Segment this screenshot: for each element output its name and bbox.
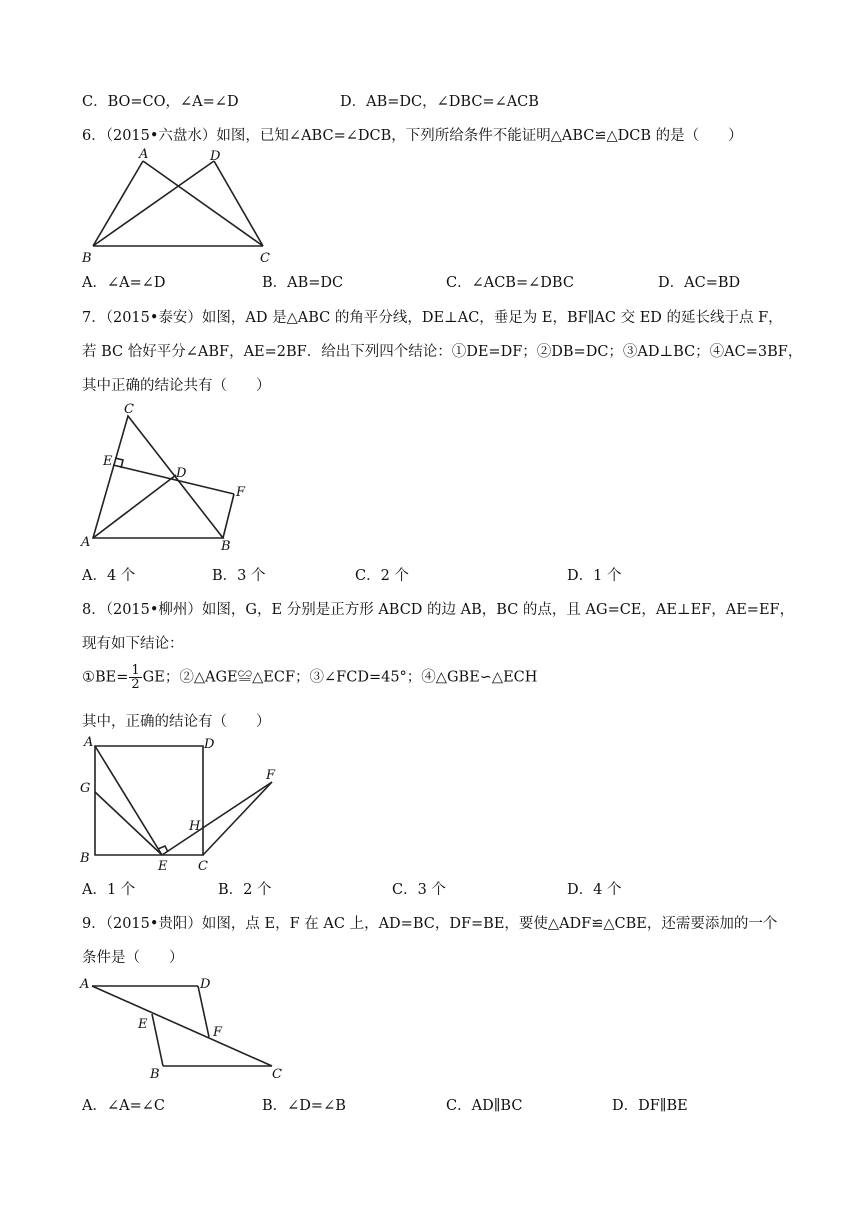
q8-fraction-denominator: 2 — [131, 677, 140, 692]
q8-conclusions — [82, 664, 537, 691]
q7-stem-line3: 其中正确的结论共有（ ） — [82, 378, 271, 394]
q6-label-c: C — [260, 251, 270, 266]
q7-label-c: C — [124, 402, 134, 417]
q7-label-f: F — [236, 485, 246, 500]
q8-figure — [80, 734, 290, 876]
q7-figure — [80, 398, 260, 554]
q6-option-a: A．∠A=∠D — [82, 275, 166, 291]
q5-option-d: D．AB=DC，∠DBC=∠ACB — [340, 94, 539, 110]
q6-label-d: D — [210, 149, 221, 164]
q8-option-c: C．3 个 — [392, 882, 446, 898]
q8-label-a: A — [84, 735, 94, 750]
q7-stem-line2: 若 BC 恰好平分∠ABF，AE=2BF．给出下列四个结论：①DE=DF；②DB=DC；③AD⊥BC；④AC=3BF， — [82, 344, 803, 360]
q8-conclusions-rest: GE；②△AGE≌△ECF；③∠FCD=45°；④△GBE∽△ECH — [142, 669, 538, 686]
q7-option-a: A．4 个 — [82, 568, 136, 584]
q9-option-b: B．∠D=∠B — [262, 1098, 346, 1114]
q5-option-c: C．BO=CO，∠A=∠D — [82, 94, 239, 110]
q9-label-d: D — [200, 977, 211, 992]
q9-label-b: B — [150, 1067, 160, 1082]
q9-label-f: F — [213, 1025, 223, 1040]
q7-option-c: C．2 个 — [355, 568, 409, 584]
q9-stem-line1: 9．（2015•贵阳）如图，点 E，F 在 AC 上，AD=BC，DF=BE，要使△ADF≌△CBE，还需要添加的一个 — [82, 916, 778, 932]
q9-label-c: C — [272, 1067, 282, 1082]
q8-label-g: G — [80, 781, 91, 796]
q8-conclusion-1-prefix: ①BE= — [82, 669, 129, 686]
q9-label-a: A — [80, 977, 90, 992]
q6-label-b: B — [82, 251, 92, 266]
q6-option-d: D．AC=BD — [658, 275, 741, 291]
q8-label-e: E — [158, 859, 168, 874]
q6-stem: 6．（2015•六盘水）如图，已知∠ABC=∠DCB，下列所给条件不能证明△ABC≌△DCB 的是（ ） — [82, 128, 743, 144]
q7-option-d: D．1 个 — [567, 568, 622, 584]
q8-option-b: B．2 个 — [218, 882, 272, 898]
q8-option-d: D．4 个 — [567, 882, 622, 898]
q7-label-d: D — [176, 466, 187, 481]
q7-stem-line1: 7．（2015•泰安）如图，AD 是△ABC 的角平分线，DE⊥AC，垂足为 E，BF∥AC 交 ED 的延长线于点 F， — [82, 310, 783, 326]
q8-label-h: H — [189, 819, 201, 834]
q8-stem-line4: 其中，正确的结论有（ ） — [82, 714, 271, 730]
q7-label-a: A — [81, 535, 91, 550]
q8-label-b: B — [80, 851, 90, 866]
q8-label-d: D — [204, 737, 215, 752]
q6-option-c: C．∠ACB=∠DBC — [446, 275, 574, 291]
q9-option-a: A．∠A=∠C — [82, 1098, 165, 1114]
q9-option-d: D．DF∥BE — [612, 1098, 688, 1114]
q9-label-e: E — [138, 1017, 148, 1032]
q8-label-f: F — [266, 768, 276, 783]
q8-stem-line2: 现有如下结论： — [82, 636, 184, 652]
q7-label-e: E — [103, 454, 113, 469]
q6-option-b: B．AB=DC — [262, 275, 344, 291]
q7-option-b: B．3 个 — [212, 568, 266, 584]
q6-figure — [80, 148, 280, 266]
q9-option-c: C．AD∥BC — [446, 1098, 523, 1114]
q8-fraction — [129, 664, 141, 691]
q7-label-b: B — [221, 539, 231, 554]
q9-figure — [80, 972, 300, 1084]
q9-stem-line2: 条件是（ ） — [82, 950, 184, 966]
q8-label-c: C — [198, 859, 208, 874]
q8-fraction-numerator: 1 — [131, 663, 140, 678]
q6-label-a: A — [139, 147, 149, 162]
q8-option-a: A．1 个 — [82, 882, 136, 898]
q8-stem-line1: 8．（2015•柳州）如图，G，E 分别是正方形 ABCD 的边 AB，BC 的点，且 AG=CE，AE⊥EF，AE=EF， — [82, 602, 795, 618]
